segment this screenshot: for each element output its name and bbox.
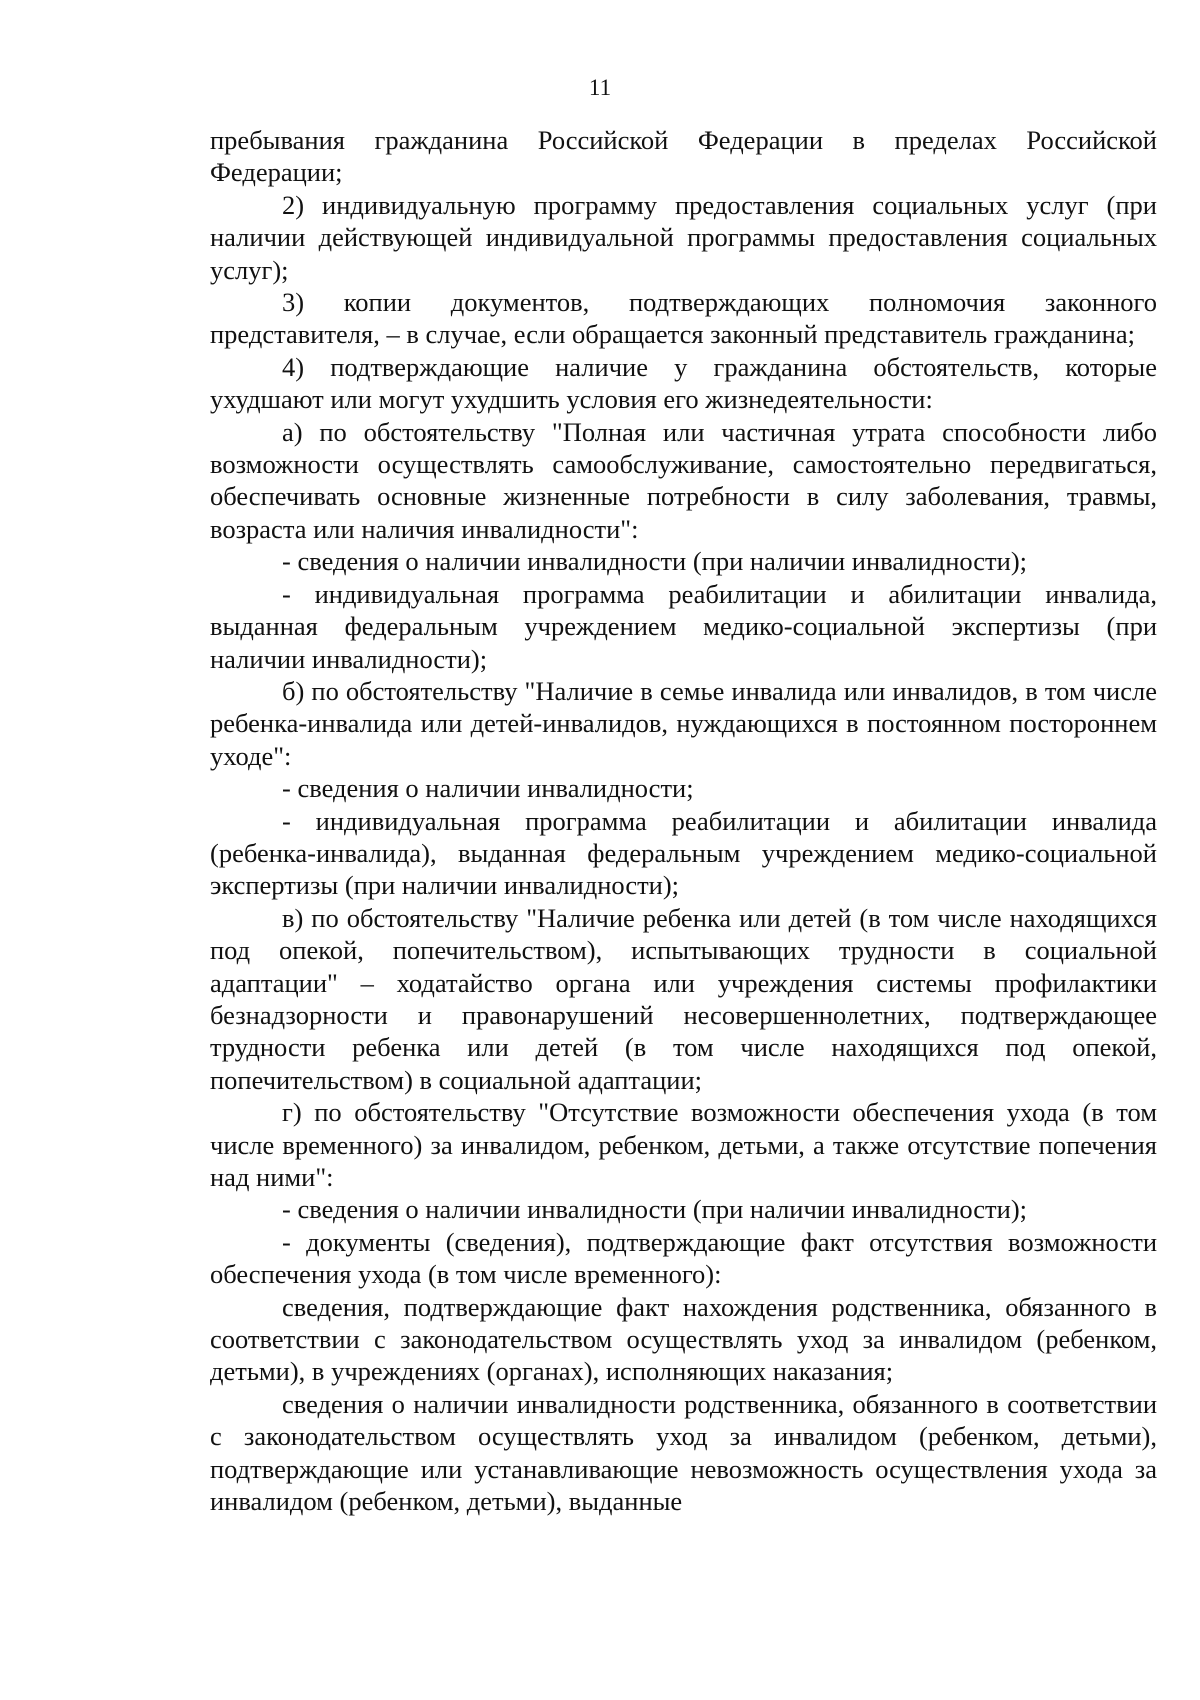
paragraph-info-item: сведения о наличии инвалидности родственника, обязанного в соответствии с законодательством осуществлять уход за инвалидом (ребенком, детьми), подтверждающие или устанавливающие невозможность осуществления ухода за инвалидом (ребенком, детьми), выданные: [210, 1388, 1157, 1517]
paragraph-dash-item: - сведения о наличии инвалидности;: [282, 773, 694, 804]
paragraph-item-3: 3) копии документов, подтверждающих полномочия законного представителя, – в случае, если обращается законный представитель гражданина;: [210, 287, 1157, 350]
paragraph-dash-item: - сведения о наличии инвалидности (при наличии инвалидности);: [282, 1194, 1028, 1225]
paragraph-subitem-v: в) по обстоятельству "Наличие ребенка или детей (в том числе находящихся под опекой, попечительством), испытывающих трудности в социальной адаптации" – ходатайство органа или учреждения системы профилактики безнадзорности и правонарушений несовершеннолетних, подтверждающее трудности ребенка или детей (в том числе находящихся под опекой, попечительством) в социальной адаптации;: [210, 902, 1157, 1095]
paragraph-subitem-b: б) по обстоятельству "Наличие в семье инвалида или инвалидов, в том числе ребенка-инвалида или детей-инвалидов, нуждающихся в постоянном постороннем уходе":: [210, 675, 1157, 771]
paragraph-dash-item: - индивидуальная программа реабилитации и абилитации инвалида, выданная федеральным учреждением медико-социальной экспертизы (при наличии инвалидности);: [210, 578, 1157, 674]
paragraph-info-item: сведения, подтверждающие факт нахождения родственника, обязанного в соответствии с законодательством осуществлять уход за инвалидом (ребенком, детьми), в учреждениях (органах), исполняющих наказания;: [210, 1291, 1157, 1387]
paragraph-item-2: 2) индивидуальную программу предоставления социальных услуг (при наличии действующей индивидуальной программы предоставления социальных услуг);: [210, 189, 1157, 285]
page-number: 11: [588, 75, 612, 100]
paragraph-dash-item: - документы (сведения), подтверждающие факт отсутствия возможности обеспечения ухода (в том числе временного):: [210, 1226, 1157, 1290]
paragraph-subitem-a: а) по обстоятельству "Полная или частичная утрата способности либо возможности осуществлять самообслуживание, самостоятельно передвигаться, обеспечивать основные жизненные потребности в силу заболевания, травмы, возраста или наличия инвалидности":: [210, 416, 1157, 544]
paragraph-dash-item: - сведения о наличии инвалидности (при наличии инвалидности);: [282, 546, 1028, 577]
paragraph-dash-item: - индивидуальная программа реабилитации и абилитации инвалида (ребенка-инвалида), выданная федеральным учреждением медико-социальной экспертизы (при наличии инвалидности);: [210, 805, 1157, 901]
paragraph-subitem-g: г) по обстоятельству "Отсутствие возможности обеспечения ухода (в том числе временного) за инвалидом, ребенком, детьми, а также отсутствие попечения над ними":: [210, 1097, 1157, 1192]
paragraph-continuation: пребывания гражданина Российской Федерации в пределах Российской Федерации;: [210, 125, 1157, 188]
document-body: [210, 124, 1157, 1517]
paragraph-item-4: 4) подтверждающие наличие у гражданина обстоятельств, которые ухудшают или могут ухудшить условия его жизнедеятельности:: [210, 351, 1157, 415]
